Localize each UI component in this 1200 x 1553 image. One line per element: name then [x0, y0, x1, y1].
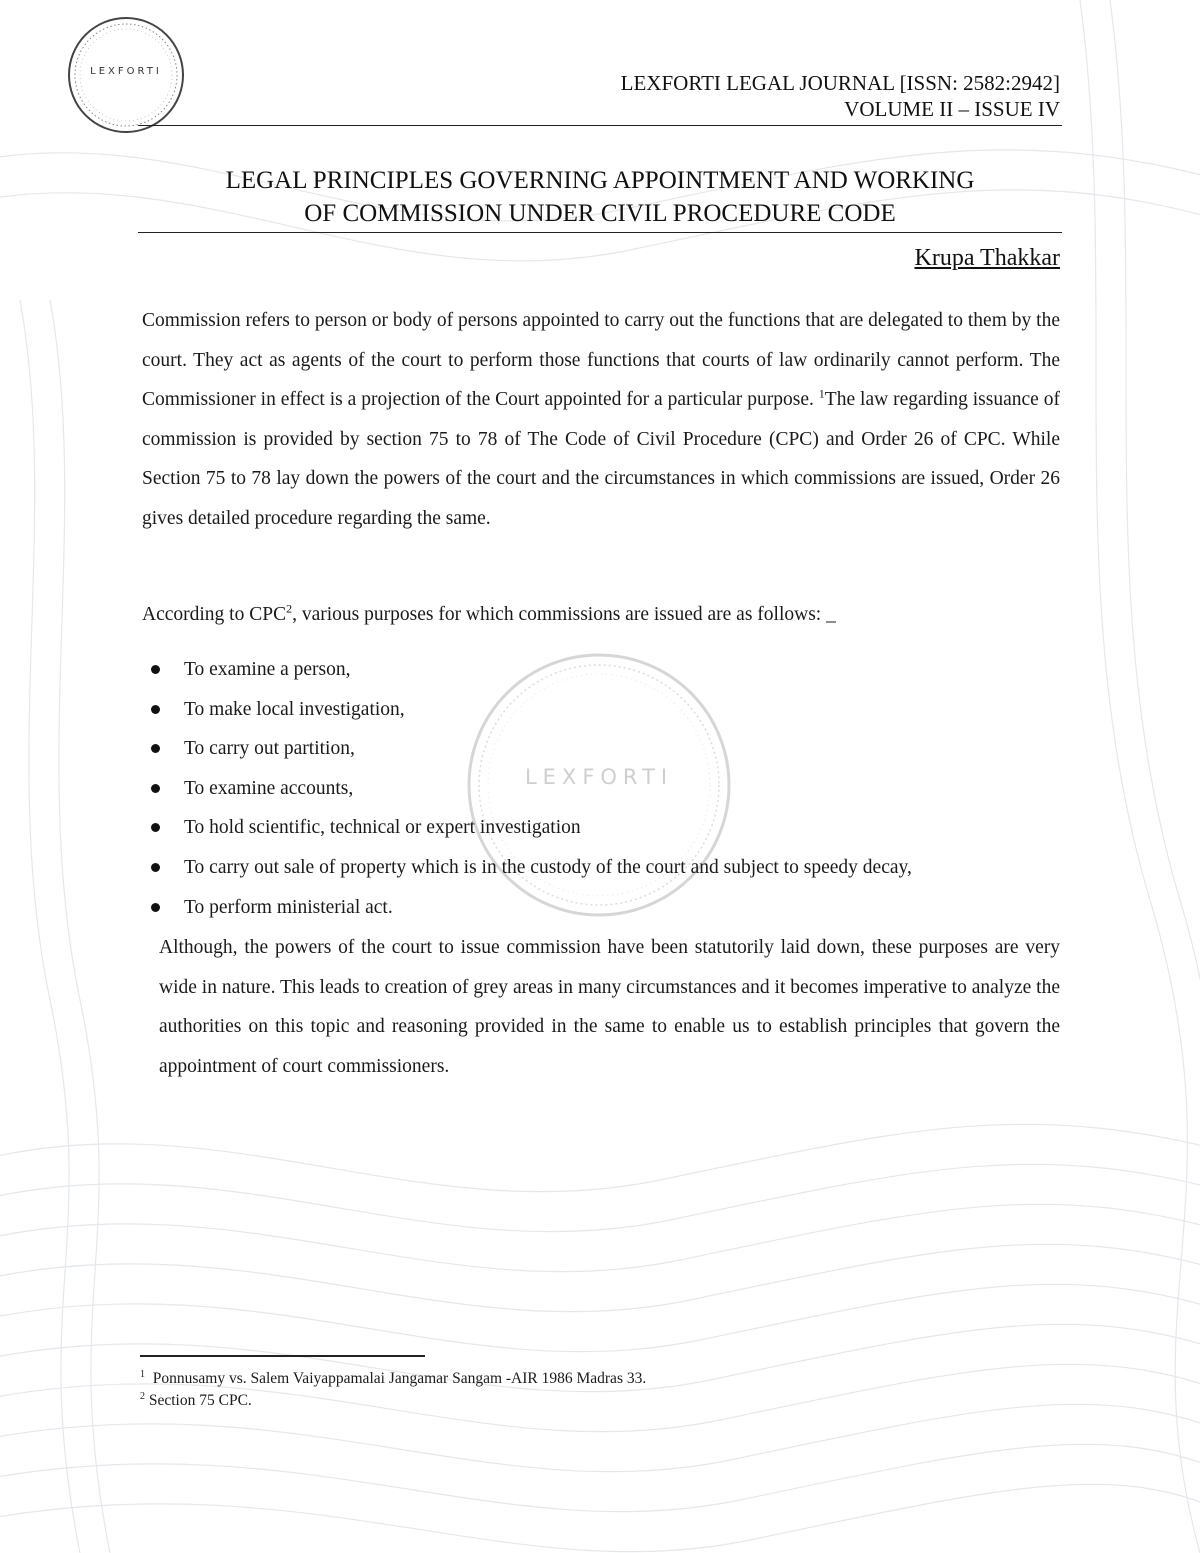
list-item: To make local investigation,	[142, 690, 1060, 730]
purposes-intro: According to CPC$^2$, various purposes for which commissions are issued are as follows: _	[142, 601, 836, 625]
footnote-ref-2[interactable]: 2	[286, 601, 293, 616]
watermark-seal-text: LEXFORTI	[524, 765, 674, 789]
body-paragraph-2: Although, the powers of the court to issue commission have been statutorily laid down, these purposes are very wide in nature. This leads to creation of grey areas in many circumstances and it becomes imperative to analyze the authorities on this topic and reasoning provided in the same to enable us to establish principles that govern the appointment of court commissioners.	[159, 937, 1060, 1077]
bullet-icon	[151, 823, 160, 832]
bullet-icon	[151, 705, 160, 714]
list-item: To carry out partition,	[142, 729, 1060, 769]
header-divider	[138, 125, 1062, 126]
list-item: To examine accounts,	[142, 769, 1060, 809]
logo-text: LEXFORTI	[90, 66, 162, 77]
footnote-1: $^1$ Ponnusamy vs. Salem Vaiyappamalai Jangamar Sangam -AIR 1986 Madras 33.	[140, 1368, 647, 1387]
article-title-line-1: LEGAL PRINCIPLES GOVERNING APPOINTMENT AND WORKING	[225, 167, 975, 194]
bullet-icon	[151, 863, 160, 872]
article-title	[138, 164, 1062, 230]
journal-name: LEXFORTI LEGAL JOURNAL [ISSN: 2582:2942]	[620, 71, 1060, 95]
list-item: To examine a person,	[142, 650, 1060, 690]
bullet-icon	[151, 744, 160, 753]
purposes-list	[142, 650, 1060, 927]
volume-issue: VOLUME II – ISSUE IV	[844, 97, 1060, 121]
list-item: To perform ministerial act.	[142, 888, 1060, 928]
bullet-icon	[151, 784, 160, 793]
list-item: To carry out sale of property which is in the custody of the court and subject to speedy decay,	[142, 848, 1060, 888]
footnote-ref-1[interactable]: 1	[818, 386, 825, 401]
bullet-icon	[151, 903, 160, 912]
footnotes	[140, 1368, 1040, 1412]
title-divider	[138, 232, 1062, 233]
author-name: Krupa Thakkar	[914, 245, 1060, 271]
journal-header	[621, 70, 1060, 122]
footnote-divider	[140, 1355, 425, 1357]
bullet-icon	[151, 665, 160, 674]
journal-logo	[62, 16, 190, 134]
list-item: To hold scientific, technical or expert investigation	[142, 808, 1060, 848]
footnote-2: $^2$ Section 75 CPC.	[140, 1390, 252, 1409]
article-title-line-2: OF COMMISSION UNDER CIVIL PROCEDURE CODE	[304, 200, 896, 227]
body-paragraph-1: Commission refers to person or body of persons appointed to carry out the functions that are delegated to them by the court. They act as agents of the court to perform those functions that courts of law ordinarily cannot perform. The Commissioner in effect is a projection of the Court appointed for a particular purpose. $^1$The law regarding issuance of commission is provided by section 75 to 78 of The Code of Civil Procedure (CPC) and Order 26 of CPC. While Section 75 to 78 lay down the powers of the court and the circumstances in which commissions are issued, Order 26 gives detailed procedure regarding the same.	[142, 310, 1060, 529]
